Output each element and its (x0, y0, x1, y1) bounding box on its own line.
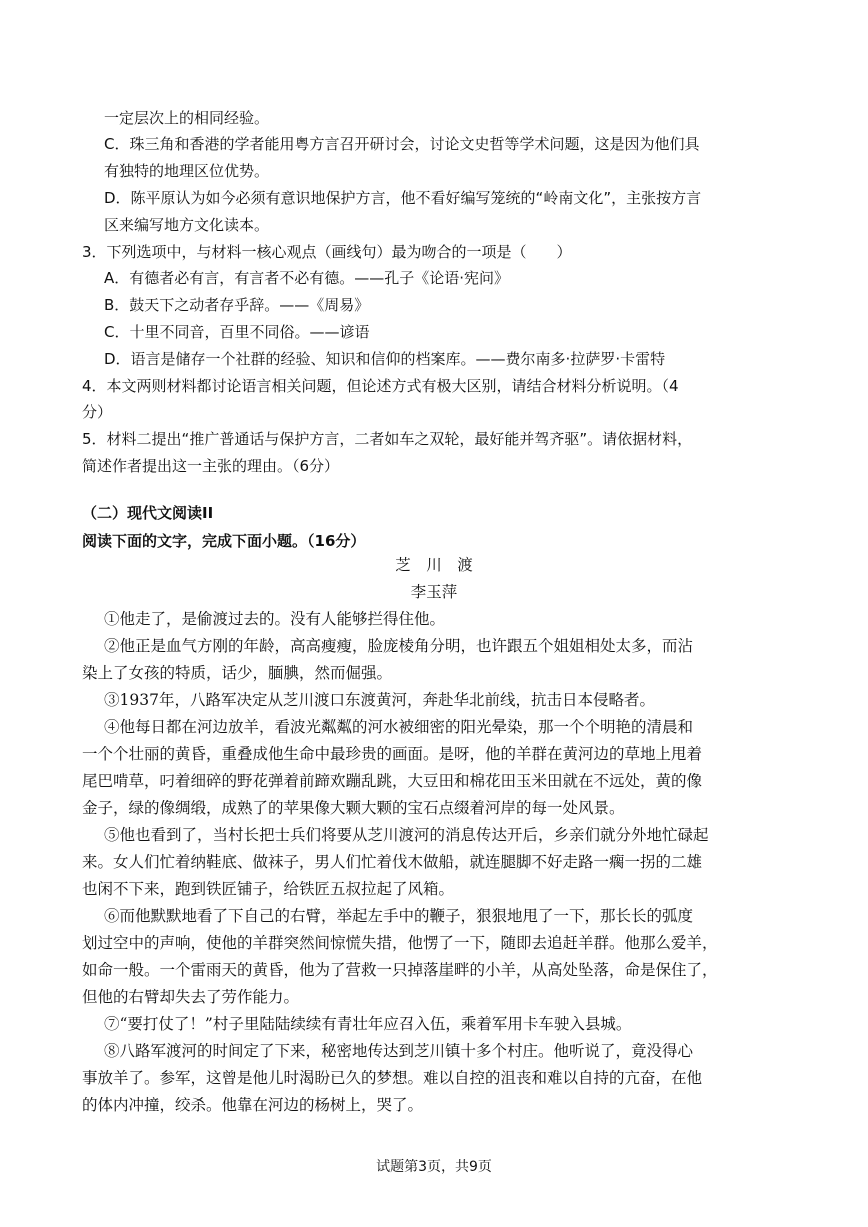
option-d-line2: 区来编写地方文化读本。 (104, 216, 270, 234)
option-d-line1: D．陈平原认为如今必须有意识地保护方言，他不看好编写笼统的“岭南文化”，主张按方言 (104, 189, 702, 207)
story-line: ①他走了，是偷渡过去的。没有人能够拦得住他。 (104, 610, 446, 628)
question-4-line1: 4．本文两则材料都讨论语言相关问题，但论述方式有极大区别，请结合材料分析说明。（4 (82, 377, 679, 395)
story-author: 李玉萍 (410, 583, 458, 601)
section-instruction: 阅读下面的文字，完成下面小题。（16分） (82, 532, 366, 550)
question-3-option-a: A．有德者必有言，有言者不必有德。——孔子《论语·宪问》 (104, 269, 510, 287)
question-3-option-d: D．语言是储存一个社群的经验、知识和信仰的档案库。——费尔南多·拉萨罗·卡雷特 (104, 350, 666, 368)
story-title: 芝 川 渡 (395, 556, 473, 574)
story-line: 金子，绿的像绸缎，成熟了的苹果像大颗大颗的宝石点缀着河岸的每一处风景。 (82, 799, 625, 817)
story-line: 尾巴啃草，叼着细碎的野花弹着前蹄欢蹦乱跳，大豆田和棉花田玉米田就在不远处，黄的像 (82, 772, 703, 790)
story-line: 事放羊了。参军，这曾是他儿时渴盼已久的梦想。难以自控的沮丧和难以自持的亢奋，在他 (82, 1069, 703, 1087)
page-footer: 试题第3页，共9页 (376, 1159, 492, 1175)
option-b-continued: 一定层次上的相同经验。 (104, 109, 270, 127)
story-line: 但他的右臂却失去了劳作能力。 (82, 988, 300, 1006)
story-line: ⑧八路军渡河的时间定了下来，秘密地传达到芝川镇十多个村庄。他听说了，竟没得心 (104, 1042, 694, 1060)
story-line: 来。女人们忙着纳鞋底、做袜子，男人们忙着伐木做船，就连腿脚不好走路一瘸一拐的二雄 (82, 853, 703, 871)
question-5-line2: 简述作者提出这一主张的理由。（6分） (82, 457, 340, 475)
story-line: 染上了女孩的特质，话少，腼腆，然而倔强。 (82, 664, 393, 682)
story-line: ⑥而他默默地看了下自己的右臂，举起左手中的鞭子，狠狠地甩了一下，那长长的弧度 (104, 907, 694, 925)
story-line: ②他正是血气方刚的年龄，高高瘦瘦，脸庞棱角分明，也许跟五个姐姐相处太多，而沾 (104, 637, 694, 655)
question-5-line1: 5．材料二提出“推广普通话与保护方言，二者如车之双轮，最好能并驾齐驱”。请依据材料， (82, 430, 693, 448)
story-line: ④他每日都在河边放羊，看波光粼粼的河水被细密的阳光晕染，那一个个明艳的清晨和 (104, 718, 694, 736)
story-line: ⑤他也看到了，当村长把士兵们将要从芝川渡河的消息传达开后，乡亲们就分外地忙碌起 (104, 826, 709, 844)
story-line: ③1937年，八路军决定从芝川渡口东渡黄河，奔赴华北前线，抗击日本侵略者。 (104, 691, 655, 709)
story-line: ⑦“要打仗了！”村子里陆陆续续有青壮年应召入伍，乘着军用卡车驶入县城。 (104, 1015, 632, 1033)
story-line: 也闲不下来，跑到铁匠铺子，给铁匠五叔拉起了风箱。 (82, 880, 455, 898)
option-c-line1: C．珠三角和香港的学者能用粤方言召开研讨会，讨论文史哲等学术问题，这是因为他们具 (104, 135, 700, 153)
story-line: 如命一般。一个雷雨天的黄昏，他为了营救一只掉落崖畔的小羊，从高处坠落，命是保住了， (82, 961, 718, 979)
section-heading: （二）现代文阅读II (82, 504, 214, 522)
story-line: 划过空中的声响，使他的羊群突然间惊慌失措，他愣了一下，随即去追赶羊群。他那么爱羊， (82, 934, 718, 952)
question-3-option-c: C．十里不同音，百里不同俗。——谚语 (104, 323, 370, 341)
question-3-stem: 3．下列选项中，与材料一核心观点（画线句）最为吻合的一项是（ ） (82, 243, 572, 261)
question-3-option-b: B．鼓天下之动者存乎辞。——《周易》 (104, 296, 370, 314)
question-4-line2: 分） (82, 403, 113, 421)
story-line: 的体内冲撞，绞杀。他靠在河边的杨树上，哭了。 (82, 1096, 424, 1114)
story-line: 一个个壮丽的黄昏，重叠成他生命中最珍贵的画面。是呀，他的羊群在黄河边的草地上甩着 (82, 745, 703, 763)
option-c-line2: 有独特的地理区位优势。 (104, 162, 270, 180)
